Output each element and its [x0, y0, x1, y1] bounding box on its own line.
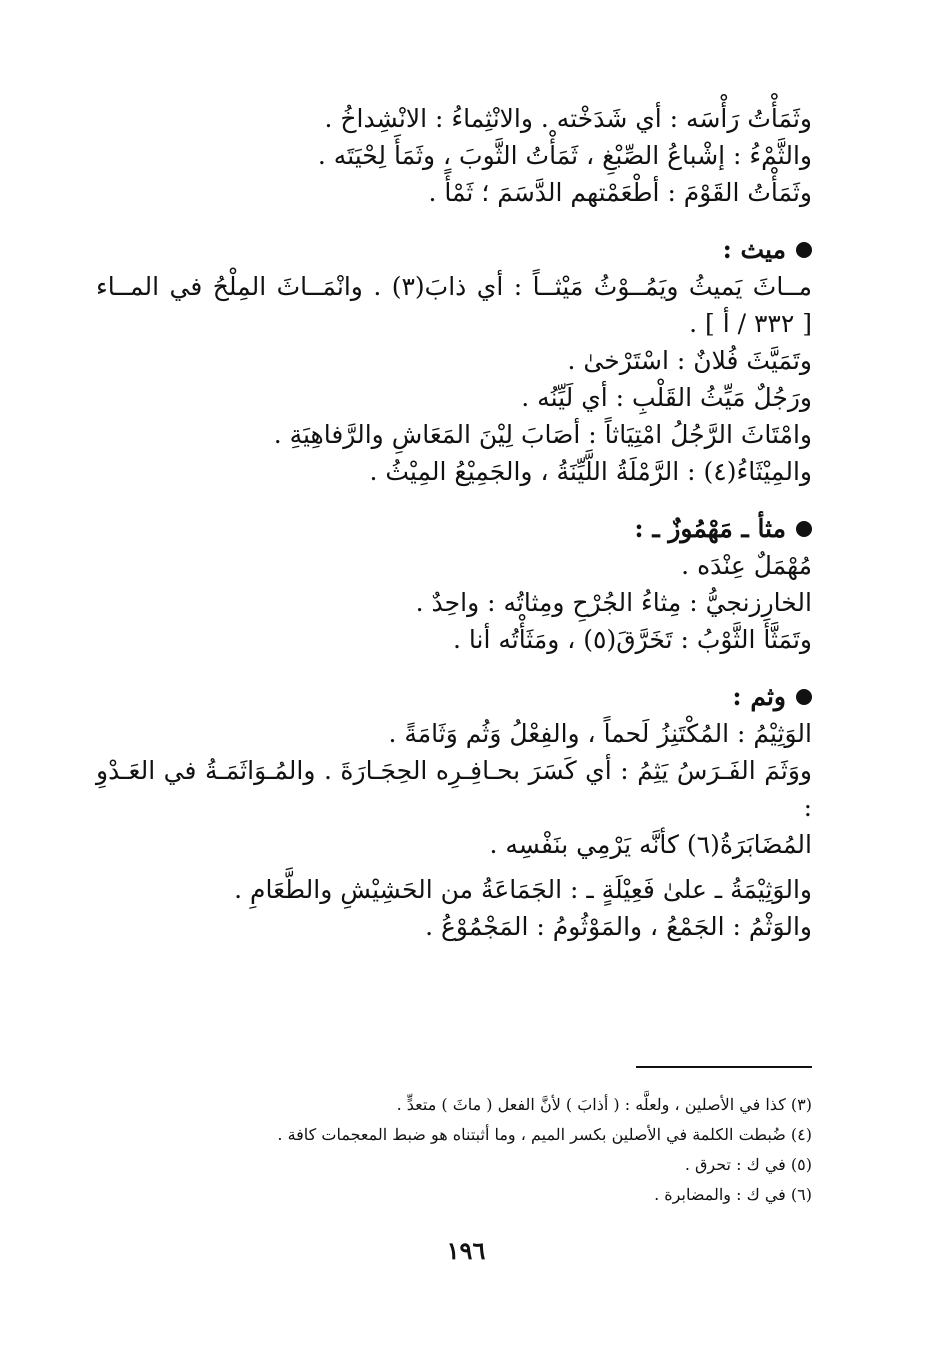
text-line: والمِيْثَاءُ(٤) : الرَّمْلَةُ اللَّيِّنَةُ ، والجَمِيْعُ المِيْثُ .	[369, 457, 812, 486]
entry-heading-matha	[96, 510, 812, 547]
text-line: ووَثَمَ الفَـرَسُ يَثِمُ : أي كَسَرَ بحـافِـرِه الحِجَـارَةَ . والمُـوَاثَمَـةُ في العَـدْوِ :	[96, 756, 812, 822]
text-line: وامْتَاثَ الرَّجُلُ امْتِيَاثاً : أصَابَ لِيْنَ المَعَاشِ والرَّفاهِيَةِ .	[273, 420, 812, 449]
text-line: مُهْمَلٌ عِنْدَه .	[681, 551, 812, 580]
text-line: وثَمَأْتُ القَوْمَ : أطْعَمْتهم الدَّسَمَ ؛ ثَمْأً .	[428, 178, 812, 207]
footnote: (٥) في ك : تحرق .	[684, 1155, 812, 1174]
text-line: الخارزنجيُّ : مِثاءُ الجُرْحِ ومِثاتُه : واحِدٌ .	[415, 588, 812, 617]
text-line: والثَّمْءُ : إشْباعُ الصِّبْغِ ، ثَمَأْتُ الثَّوبَ ، وثَمَأَ لِحْيَتَه .	[317, 141, 812, 170]
entry-heading-mayth	[96, 231, 812, 268]
bullet-icon	[796, 521, 812, 537]
text-line: وثَمَأْتُ رَأْسَه : أي شَدَخْته . والانْثِماءُ : الانْشِداخُ .	[324, 104, 812, 133]
bullet-icon	[796, 689, 812, 705]
footnote: (٤) ضُبطت الكلمة في الأصلين بكسر الميم ، وما أثبتناه هو ضبط المعجمات كافة .	[277, 1125, 812, 1144]
footnotes	[112, 1090, 812, 1210]
text-line: والوَثْمُ : الجَمْعُ ، والمَوْثُومُ : المَجْمُوْعُ .	[425, 912, 812, 941]
text-line: المُضَابَرَةُ(٦) كأنَّه يَرْمِي بنَفْسِه .	[489, 830, 812, 859]
text-line: وتَمَثَّأَ الثَّوْبُ : تَخَرَّقَ(٥) ، ومَثَأْتُه أنا .	[452, 625, 812, 654]
text-line: ورَجُلٌ مَيِّثُ القَلْبِ : أي لَيِّنُه .	[521, 383, 812, 412]
footnote-divider	[636, 1066, 812, 1068]
text-line: مــاثَ يَميثُ ويَمُــوْثُ مَيْثــاً : أي ذابَ(٣) . وانْمَــاثَ المِلْحُ في المــاء	[96, 272, 812, 301]
text-line: الوَثِيْمُ : المُكْتَنِزُ لَحماً ، والفِعْلُ وَثُم وَثَامَةً .	[388, 719, 812, 748]
page-number: ١٩٦	[446, 1236, 486, 1265]
footnote: (٣) كذا في الأصلين ، ولعلَّه : ( أذابَ ) لأنَّ الفعل ( ماثَ ) متعدٍّ .	[396, 1095, 812, 1114]
entry-heading-label: ميث :	[722, 235, 786, 264]
text-line: والوَثِيْمَةُ ـ علىٰ فَعِيْلَةٍ ـ : الجَمَاعَةُ من الحَشِيْشِ والطَّعَامِ .	[234, 875, 812, 904]
entry-heading-label: وثم :	[732, 682, 786, 711]
footnote: (٦) في ك : والمضابرة .	[654, 1185, 812, 1204]
entry-heading-label: مثأ ـ مَهْمُوزٌ ـ :	[634, 514, 786, 543]
text-line: وتَمَيَّثَ فُلانٌ : اسْتَرْخىٰ .	[567, 346, 812, 375]
text-line: [ ٣٣٢ / أ ] .	[689, 309, 812, 338]
entry-heading-wathm	[96, 678, 812, 715]
bullet-icon	[796, 242, 812, 258]
main-text	[96, 100, 812, 945]
